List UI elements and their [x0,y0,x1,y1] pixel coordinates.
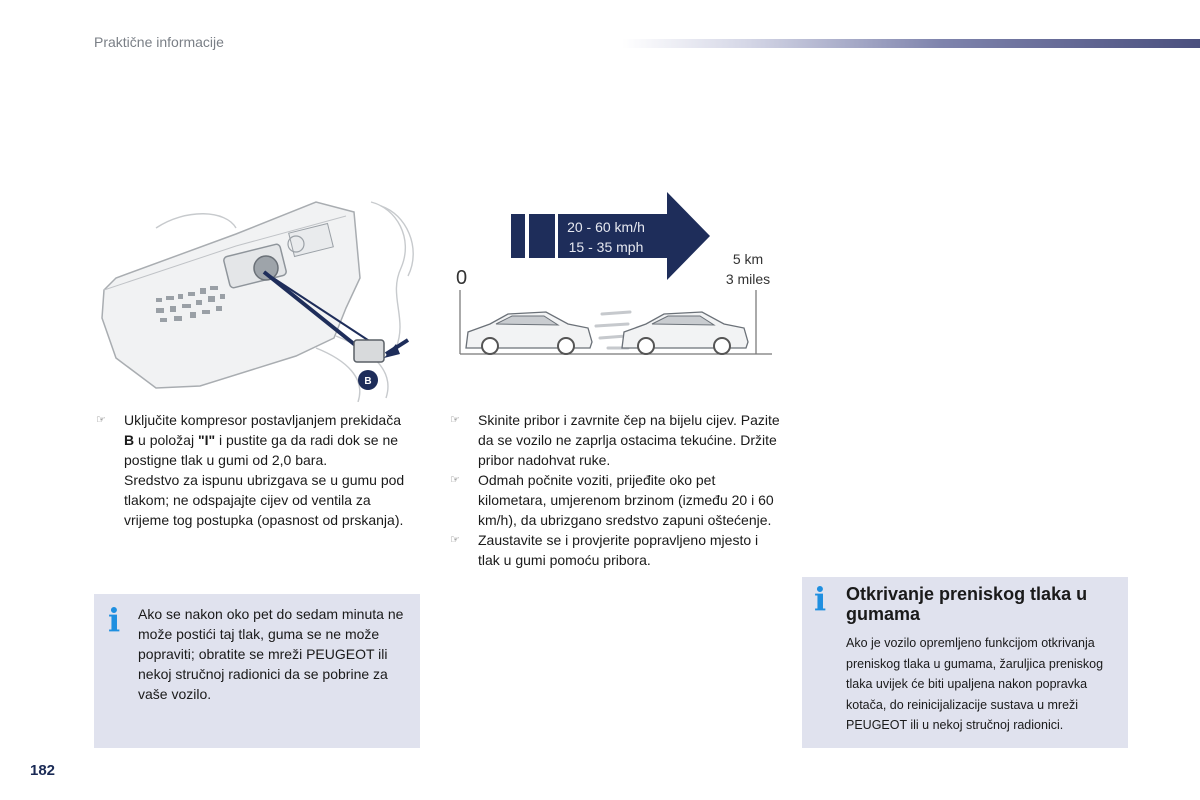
callout-b-label: B [364,376,372,387]
step-check: ☞ Zaustavite se i provjerite popravljeno mjesto i tlak u gumi pomoću pribora. [450,532,759,568]
header-gradient-bar [622,39,1200,48]
section-title: Praktične informacije [94,34,224,50]
start-distance-label: 0 [456,267,468,289]
speed-arrow-icon [558,192,710,280]
page-number: 182 [30,762,56,779]
info-title: Otkrivanje preniskog tlaka u gumama [846,584,1088,624]
info-box-underinflation [802,577,1128,748]
pointing-hand-icon: ☞ [450,474,460,486]
info-box-pressure [94,594,420,748]
car-icon-start [466,312,592,354]
info-text: Ako je vozilo opremljeno funkcijom otkrivanja preniskog tlaka u gumama, žaruljica preniskog tlaka uvijek će biti upaljena nakon popravka kotača, do reinicijalizacije sustava u mreži PEUGEOT ili u nekoj stručnoj radionici. [846,636,1104,732]
left-instructions [96,410,414,530]
distance-km-label: 5 km [732,251,764,267]
warning-paragraph: Sredstvo za ispunu ubrizgava se u gumu pod tlakom; ne odspajajte cijev od ventila za vrijeme tog postupka (opasnost od prskanja). [124,472,405,528]
info-icon: i [108,601,121,639]
position-label: "I" [197,432,216,448]
pointing-hand-icon: ☞ [96,414,106,426]
driving-speed-illustration [442,186,782,364]
switch-label: B [124,432,135,448]
car-icon-moving [622,312,748,354]
middle-instructions [450,410,780,570]
step-remove-accessory: ☞ Skinite pribor i zavrnite čep na bijelu cijev. Pazite da se vozilo ne zaprlja ostacima tekućine. Držite pribor nadohvat ruke. [450,412,780,468]
info-text: Ako se nakon oko pet do sedam minuta ne može postići taj tlak, guma se ne može popraviti; obratite se mreži PEUGEOT ili nekoj stručnoj radionici da se pobrine za vaše vozilo. [138,606,404,702]
compressor-illustration [96,198,422,402]
info-icon: i [814,580,827,618]
step-drive: ☞ Odmah počnite voziti, prijeđite oko pet kilometara, umjerenom brzinom (između 20 i 60 km/h), da ubrizgano sredstvo zapuni oštećenje. [450,472,774,528]
pointing-hand-icon: ☞ [450,414,460,426]
speed-kmh-label: 20 - 60 km/h [567,219,645,235]
distance-miles-label: 3 miles [725,271,771,287]
speed-mph-label: 15 - 35 mph [568,239,644,255]
pointing-hand-icon: ☞ [450,534,460,546]
step-compressor: ☞ Uključite kompresor postavljanjem prekidača B u položaj "I" i pustite ga da radi dok se ne postigne tlak u gumi od 2,0 bara. [96,412,402,468]
